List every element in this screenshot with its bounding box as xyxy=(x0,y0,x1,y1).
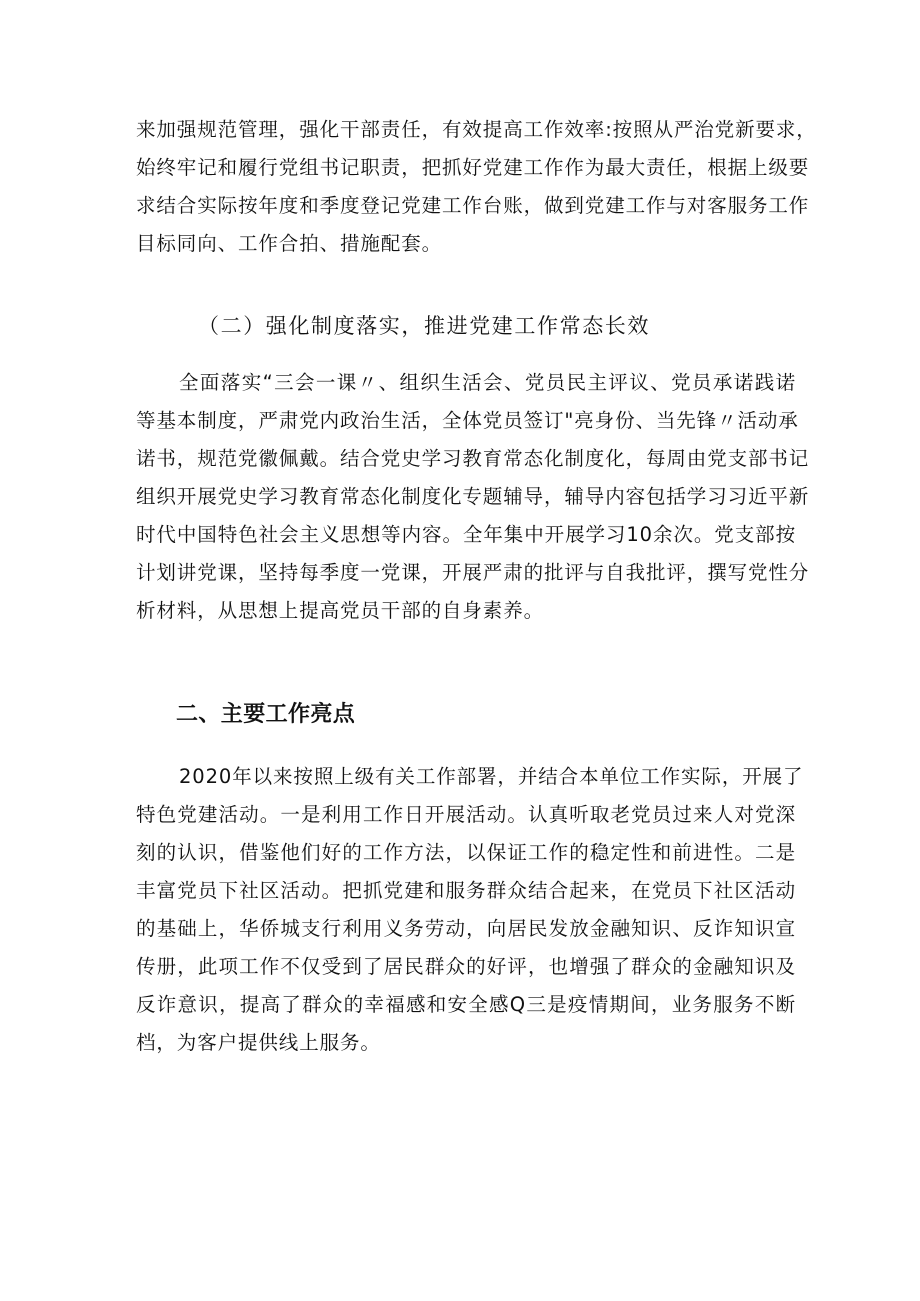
text-line: 2020年以来按照上级有关工作部署，并结合本单位工作实际，开展了 xyxy=(179,765,804,788)
paragraph-system-implementation xyxy=(136,364,810,630)
text-line: 求结合实际按年度和季度登记党建工作台账，做到党建工作与对客服务工作 xyxy=(136,194,810,217)
text-line: 诺书，规范党徽佩戴。结合党史学习教育常态化制度化，每周由党支部书记 xyxy=(136,447,810,470)
text-line: 析材料，从思想上提高党员干部的自身素养。 xyxy=(136,599,545,622)
text-line: 始终牢记和履行党组书记职责，把抓好党建工作作为最大责任，根据上级要 xyxy=(136,156,810,179)
text-line: 刻的认识，借鉴他们好的工作方法，以保证工作的稳定性和前进性。二是 xyxy=(136,841,796,864)
paragraph-party-management xyxy=(136,111,817,263)
text-line: 档，为客户提供线上服务。 xyxy=(136,1031,381,1054)
text-line: 计划讲党课，坚持每季度一党课，开展严肃的批评与自我批评，撰写党性分 xyxy=(136,561,810,584)
text-line: 组织开展党史学习教育常态化制度化专题辅导，辅导内容包括学习习近平新 xyxy=(136,485,810,508)
text-line: 时代中国特色社会主义思想等内容。全年集中开展学习10余次。党支部按 xyxy=(136,523,796,546)
text-line: 等基本制度，严肃党内政治生活，全体党员签订"亮身份、当先锋〃活动承 xyxy=(136,409,799,432)
paragraph-highlights xyxy=(136,758,804,1062)
text-line: 全面落实“三会一课〃、组织生活会、党员民主评议、党员承诺践诺 xyxy=(179,371,796,394)
text-line: 的基础上，华侨城支行利用义务劳动，向居民发放金融知识、反诈知识宣 xyxy=(136,917,796,940)
text-line: 传册，此项工作不仅受到了居民群众的好评，也增强了群众的金融知识及 xyxy=(136,955,796,978)
text-line: 丰富党员下社区活动。把抓党建和服务群众结合起来，在党员下社区活动 xyxy=(136,879,796,902)
text-line: 目标同向、工作合拍、措施配套。 xyxy=(136,232,443,255)
subheading-system-implementation: （二）强化制度落实，推进党建工作常态长效 xyxy=(198,314,650,338)
text-line: 特色党建活动。一是利用工作日开展活动。认真听取老党员过来人对党深 xyxy=(136,803,796,826)
section-heading-highlights: 二、主要工作亮点 xyxy=(176,702,356,727)
text-line: 反诈意识，提高了群众的幸福感和安全感Q三是疫情期间，业务服务不断 xyxy=(136,993,796,1016)
text-line: 来加强规范管理，强化干部责任，有效提高工作效率:按照从严治党新要求， xyxy=(136,118,817,141)
